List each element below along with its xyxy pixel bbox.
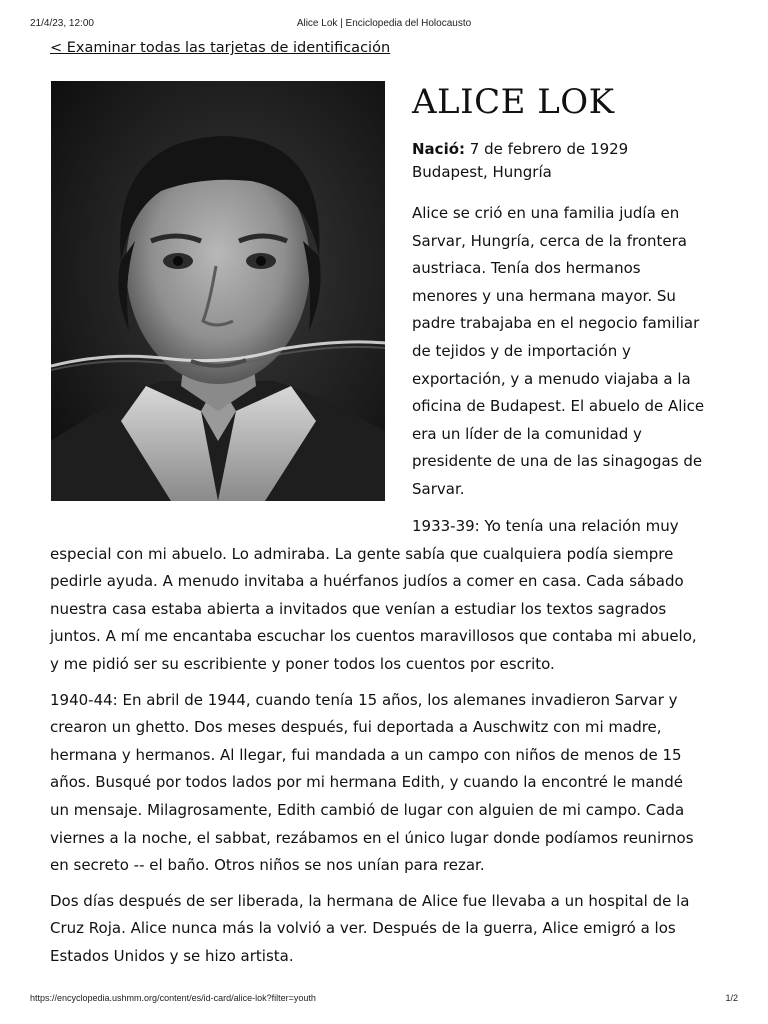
born-place: Budapest, Hungría <box>412 163 552 181</box>
story-line: en secreto -- el baño. Otros niños se nos unían para rezar. <box>50 856 485 875</box>
portrait-photo <box>51 81 385 501</box>
birth-date-line <box>412 138 628 161</box>
bio-line: Sarvar, Hungría, cerca de la frontera <box>412 231 687 250</box>
story-line: 1940-44: En abril de 1944, cuando tenía 15 años, los alemanes invadieron Sarvar y <box>50 690 678 709</box>
birth-info <box>412 138 628 184</box>
story-line: 1933-39: Yo tenía una relación muy <box>412 517 679 535</box>
story-line: nuestra casa estaba abierta a invitados que venían a estudiar los textos sagrados <box>50 599 667 618</box>
story-line: hermana y hermanos. Al llegar, fui mandada a un campo con niños de menos de 15 <box>50 745 682 764</box>
story-line: y me pidió ser su escribiente y poner todos los cuentos por escrito. <box>50 654 555 673</box>
story-line: un mensaje. Milagrosamente, Edith cambió de lugar con alguien de mi campo. Cada <box>50 800 685 819</box>
story-paragraph-1940-44 <box>50 687 730 880</box>
story-line: años. Busqué por todos lados por mi hermana Edith, y cuando la encontré le mandé <box>50 773 683 792</box>
bio-line: era un líder de la comunidad y <box>412 424 642 443</box>
page-url: https://encyclopedia.ushmm.org/content/es/id-card/alice-lok?filter=youth <box>30 993 316 1003</box>
bio-line: austriaca. Tenía dos hermanos <box>412 259 641 278</box>
story-paragraph-epilogue <box>50 888 730 971</box>
bio-line: padre trabajaba en el negocio familiar <box>412 314 700 333</box>
story-line: juntos. A mí me encantaba escuchar los cuentos maravillosos que contaba mi abuelo, <box>50 627 697 646</box>
bio-line: de tejidos y de importación y <box>412 341 631 360</box>
story-line: Dos días después de ser liberada, la hermana de Alice fue llevaba a un hospital de la <box>50 891 690 910</box>
bio-line: presidente de una de las sinagogas de <box>412 452 703 471</box>
print-datetime: 21/4/23, 12:00 <box>30 18 94 29</box>
bio-line: Sarvar. <box>412 479 465 498</box>
story-line: especial con mi abuelo. Lo admiraba. La gente sabía que cualquiera podía siempre <box>50 544 674 563</box>
bio-line: oficina de Budapest. El abuelo de Alice <box>412 397 705 416</box>
bio-paragraph <box>412 200 742 504</box>
browse-id-cards-link[interactable]: < Examinar todas las tarjetas de identificación <box>50 40 391 56</box>
story-section <box>50 513 730 979</box>
print-header <box>30 18 738 32</box>
story-line: Cruz Roja. Alice nunca más la volvió a ver. Después de la guerra, Alice emigró a los <box>50 919 676 938</box>
story-paragraph-1933-39 <box>50 513 730 679</box>
bio-line: exportación, y a menudo viajaba a la <box>412 369 691 388</box>
story-line: crearon un ghetto. Dos meses después, fui deportada a Auschwitz con mi madre, <box>50 718 662 737</box>
print-footer <box>30 993 738 1007</box>
born-date: 7 de febrero de 1929 <box>469 140 629 158</box>
person-name: ALICE LOK <box>412 82 615 122</box>
page-number: 1/2 <box>725 993 738 1003</box>
print-page-title: Alice Lok | Enciclopedia del Holocausto <box>296 18 472 29</box>
bio-line: Alice se crió en una familia judía en <box>412 204 680 222</box>
story-line: Estados Unidos y se hizo artista. <box>50 946 294 965</box>
story-line: pedirle ayuda. A menudo invitaba a huérfanos judíos a comer en casa. Cada sábado <box>50 572 684 591</box>
born-label: Nació: <box>412 140 466 158</box>
bio-line: menores y una hermana mayor. Su <box>412 286 676 305</box>
story-line: viernes a la noche, el sabbat, rezábamos en el único lugar donde podíamos reunirnos <box>50 828 694 847</box>
